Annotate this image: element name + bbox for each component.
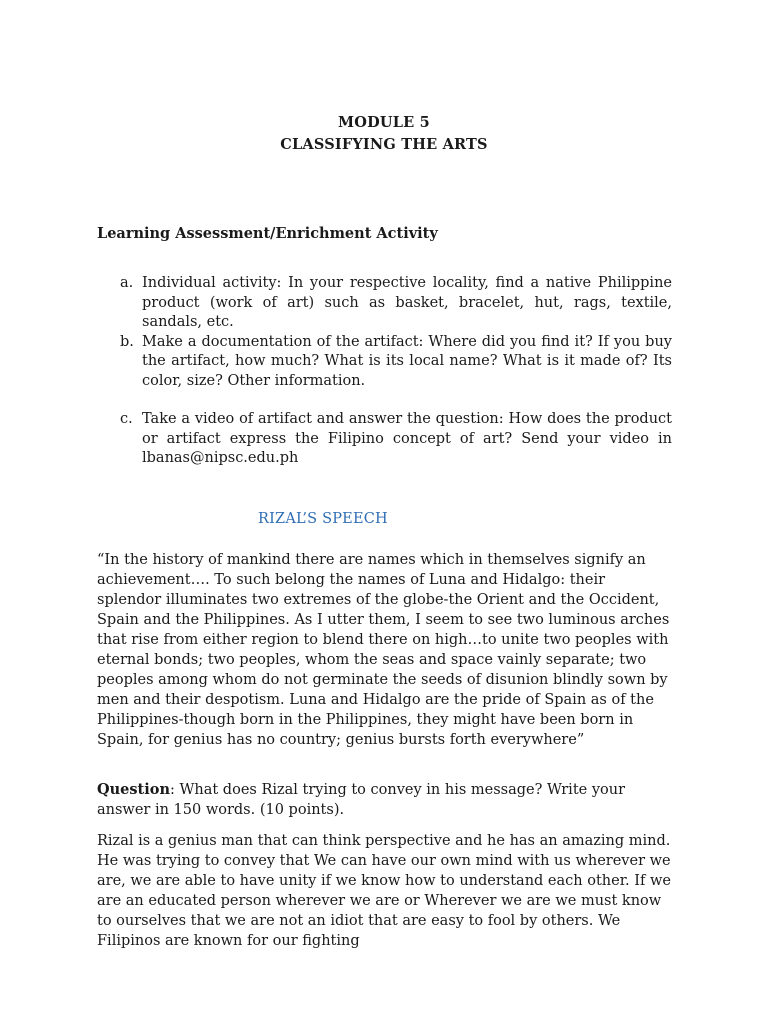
question-label: Question — [97, 781, 170, 798]
speech-title: RIZAL’S SPEECH — [258, 511, 388, 527]
speech-quote: “In the history of mankind there are names which in themselves signify an achievement…. To such belong the names of Luna and Hidalgo: their splendor illuminates two extremes of the globe-the Orient and the Occident, Spain and the Philippines. As I utter them, I seem to see two luminous arches that rise from either region to blend there on high…to unite two peoples with eternal bonds; two peoples, whom the seas and space vainly separate; two peoples among whom do not germinate the seeds of disunion blindly sown by men and their despotism. Luna and Hidalgo are the pride of Spain as of the Philippines-though born in the Philippines, they might have been born in Spain, for genius has no country; genius bursts forth everywhere” — [97, 552, 670, 748]
list-item-text: Make a documentation of the artifact: Where did you find it? If you buy the artifact, how much? What is its local name? What is it made of? Its color, size? Other information. — [142, 333, 672, 389]
module-number: MODULE 5 — [338, 114, 430, 131]
answer-paragraph: Rizal is a genius man that can think perspective and he has an amazing mind. He was trying to convey that We can have our own mind with us wherever we are, we are able to have unity if we know how to understand each other. If we are an educated person wherever we are or Wherever we are we must know to ourselves that we are not an idiot that are easy to fool by others. We Filipinos are known for our fighting — [97, 833, 671, 949]
list-marker: a. — [120, 275, 134, 291]
list-item-text: Take a video of artifact and answer the question: How does the product or artifact express the Filipino concept of art? Send your video in lbanas@nipsc.edu.ph — [142, 411, 672, 466]
activity-list — [97, 274, 672, 469]
question-paragraph — [97, 780, 672, 820]
list-marker: b. — [120, 333, 134, 350]
module-title: CLASSIFYING THE ARTS — [280, 136, 488, 153]
list-spacer — [97, 391, 672, 410]
list-item — [97, 333, 672, 392]
assessment-heading: Learning Assessment/Enrichment Activity — [97, 225, 438, 242]
list-item — [97, 274, 672, 333]
list-marker: c. — [120, 411, 133, 427]
question-text: : What does Rizal trying to convey in his message? Write your answer in 150 words. (10 points). — [97, 782, 626, 818]
list-item — [97, 410, 672, 469]
list-item-text: Individual activity: In your respective locality, find a native Philippine product (work of art) such as basket, bracelet, hut, rags, textile, sandals, etc. — [142, 275, 672, 330]
